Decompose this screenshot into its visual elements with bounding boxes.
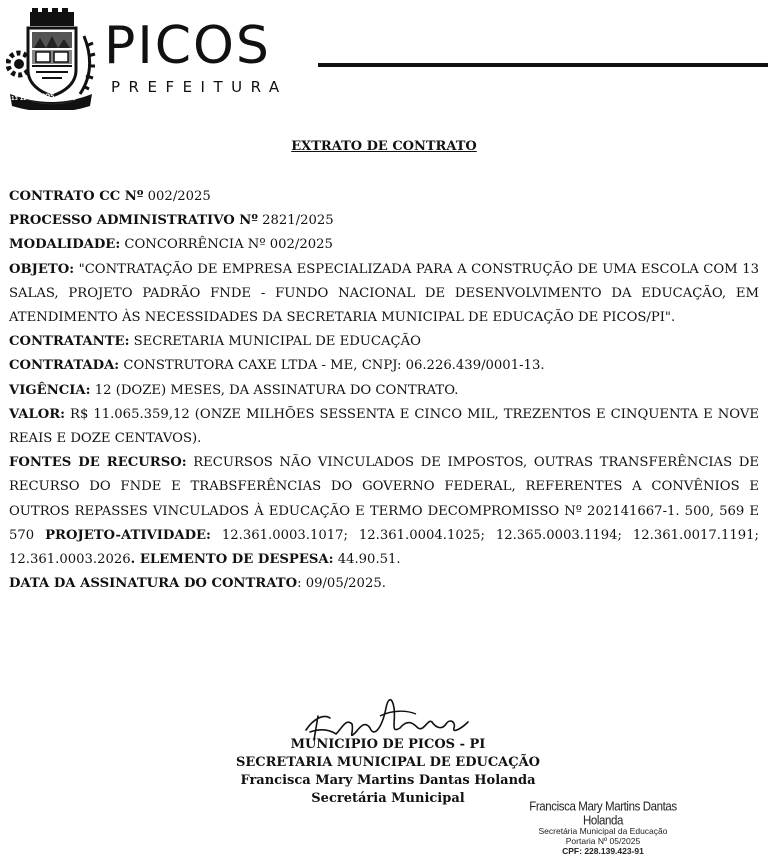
- stamp-cpf: CPF: 228.139.423-91: [562, 846, 644, 856]
- signature-line-secretaria: SECRETARIA MUNICIPAL DE EDUCAÇÃO: [235, 755, 541, 770]
- field-label: PROJETO-ATIVIDADE:: [45, 527, 211, 543]
- brand-name: PICOS: [104, 16, 271, 76]
- field-value: 44.90.51.: [333, 552, 401, 568]
- signature-line-role: Secretária Municipal: [311, 791, 465, 806]
- field-label: PROCESSO ADMINISTRATIVO Nº: [9, 213, 258, 229]
- header-rule: [318, 63, 768, 67]
- field-label: VIGÊNCIA:: [9, 382, 91, 398]
- field-value: "CONTRATAÇÃO DE EMPRESA ESPECIALIZADA PARA A CONSTRUÇÃO DE UMA ESCOLA COM 13 SALAS, PROJETO PADRÃO FNDE - FUNDO NACIONAL DE DESENVOLVIMENTO DA EDUCAÇÃO, EM ATENDIMENTO ÀS NECESSIDADES DA SECRETARIA MUNICIPAL DE EDUCAÇÃO DE PICOS/PI".: [9, 261, 759, 326]
- field-label: CONTRATADA:: [9, 358, 120, 374]
- field-value: R$ 11.065.359,12 (ONZE MILHÕES SESSENTA E CINCO MIL, TREZENTOS E CINQUENTA E NOVE REAIS E DOZE CENTAVOS).: [9, 406, 759, 447]
- field-fontes: [9, 451, 759, 572]
- stamp-portaria: Portaria Nº 05/2025: [565, 836, 641, 846]
- field-contratada: [9, 354, 759, 378]
- field-label: CONTRATANTE:: [9, 334, 130, 350]
- field-value: CONCORRÊNCIA Nº 002/2025: [120, 237, 333, 253]
- official-stamp: [508, 802, 698, 856]
- field-objeto: [9, 258, 759, 331]
- field-label: MODALIDADE:: [9, 237, 121, 253]
- stamp-role: Secretária Municipal da Educação: [538, 826, 668, 836]
- field-label: DATA DA ASSINATURA DO CONTRATO: [9, 576, 298, 592]
- signature-block: [200, 736, 576, 808]
- field-value: CONSTRUTORA CAXE LTDA - ME, CNPJ: 06.226.439/0001-13.: [119, 358, 545, 374]
- field-value: RECURSOS NÃO VINCULADOS DE IMPOSTOS, OUTRAS TRANSFERÊNCIAS DE RECURSO DO FNDE E TRABSFERÊNCIAS DO GOVERNO FEDERAL, REFERENTES A CONVÊNIOS E OUTROS REPASSES VINCULADOS À EDUCAÇÃO E TERMO DECOMPROMISSO Nº 202141667-1. 500, 569 E 570: [9, 455, 759, 543]
- field-vigencia: [9, 379, 759, 403]
- brand-subtitle: PREFEITURA: [111, 78, 288, 96]
- field-label: OBJETO:: [9, 261, 75, 277]
- field-value: : 09/05/2025.: [297, 576, 386, 592]
- field-label: VALOR:: [9, 406, 66, 422]
- seal-ribbon-right-date: 1890: [62, 96, 76, 102]
- field-valor: [9, 403, 759, 451]
- field-data-assinatura: [9, 572, 759, 596]
- field-contrato: [9, 185, 759, 209]
- field-modalidade: [9, 233, 759, 257]
- field-label: FONTES DE RECURSO:: [9, 455, 187, 471]
- seal-ribbon-text: PICOS: [34, 93, 55, 100]
- signature-line-municipio: MUNICIPIO DE PICOS - PI: [290, 737, 486, 752]
- seal-ribbon-left-date: 13 12: [11, 96, 27, 102]
- field-value: 002/2025: [143, 189, 211, 204]
- document-title: EXTRATO DE CONTRATO: [291, 139, 477, 154]
- stamp-name: Francisca Mary Martins Dantas Holanda: [529, 800, 677, 828]
- field-contratante: [9, 330, 759, 354]
- field-value: SECRETARIA MUNICIPAL DE EDUCAÇÃO: [129, 334, 421, 350]
- field-label: . ELEMENTO DE DESPESA:: [130, 552, 334, 568]
- letterhead: [0, 0, 768, 118]
- field-value: 12 (DOZE) MESES, DA ASSINATURA DO CONTRATO.: [90, 382, 459, 398]
- contract-body: [9, 185, 759, 596]
- field-processo: [9, 209, 759, 233]
- field-value: 12.361.0003.1017; 12.361.0004.1025; 12.365.0003.1194; 12.361.0017.1191; 12.361.0003.2026: [9, 527, 759, 568]
- field-value: 2821/2025: [257, 213, 334, 229]
- signature-line-name: Francisca Mary Martins Dantas Holanda: [240, 773, 536, 788]
- field-label: CONTRATO CC Nº: [9, 189, 144, 204]
